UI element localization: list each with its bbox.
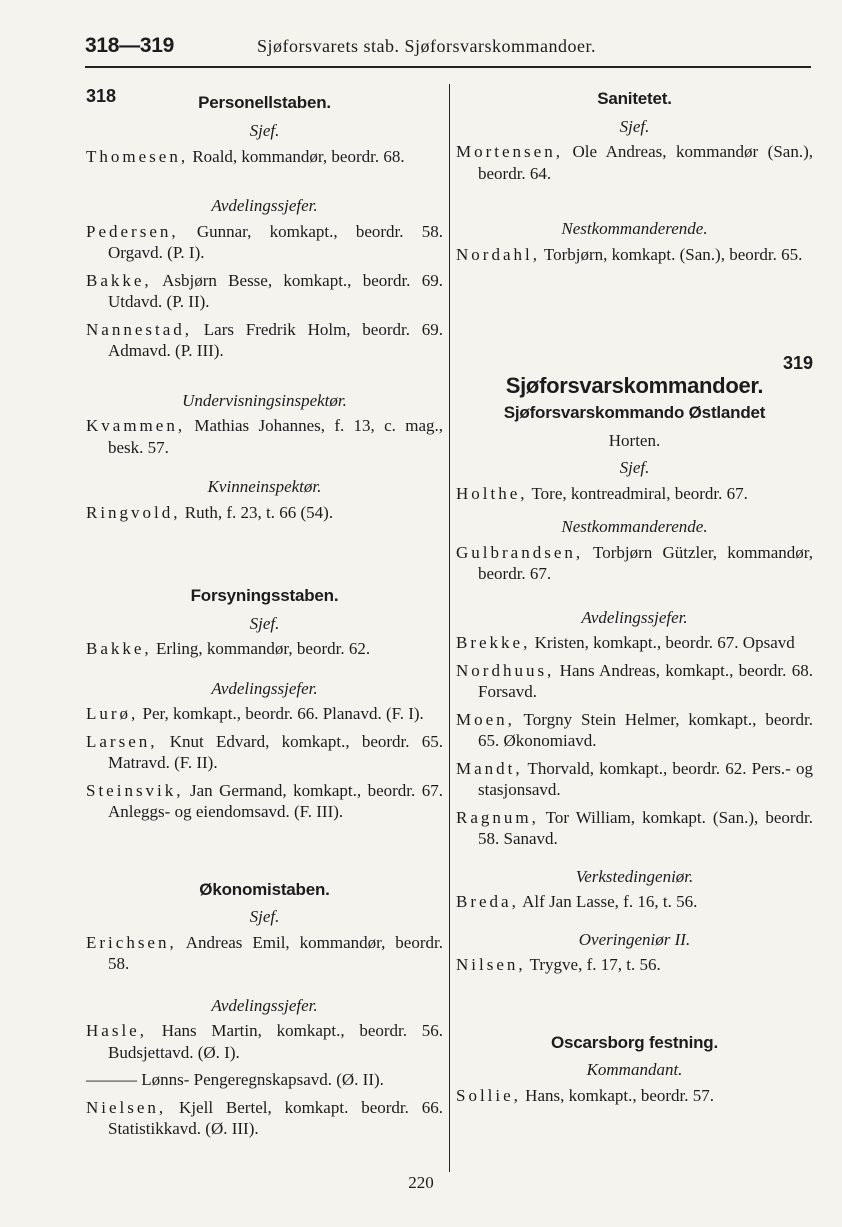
entry-text: Erling, kommandør, beordr. 62. xyxy=(151,639,371,658)
left-column xyxy=(86,84,443,1146)
entry-name: Breda, xyxy=(456,892,519,911)
kvinne-label: Kvinneinspektør. xyxy=(207,477,322,496)
entry-name: Nordhuus, xyxy=(456,660,555,680)
entry-text: Asbjørn Besse, komkapt., beordr. 69. Utdavd. (P. II). xyxy=(108,270,443,311)
entry-holthe xyxy=(456,483,813,505)
page-footer-number: 220 xyxy=(408,1173,434,1192)
column-divider xyxy=(449,84,450,1172)
right-column xyxy=(456,84,813,1112)
forsyning-avd-label: Avdelingssjefer. xyxy=(211,678,318,698)
entry-nordahl xyxy=(456,244,813,266)
page-numbers: 318—319 xyxy=(85,34,174,57)
oscarsborg-heading: Oscarsborg festning. xyxy=(551,1032,718,1052)
entry-name: Hasle, xyxy=(86,1021,147,1040)
entry-name: Kvammen, xyxy=(86,416,186,435)
entry-name: ——— xyxy=(86,1070,137,1089)
entry-pedersen xyxy=(86,221,443,264)
okonomi-sjef-label: Sjef. xyxy=(249,907,280,926)
entry-text: Torgny Stein Helmer, komkapt., beordr. 65. Økonomiavd. xyxy=(478,709,813,750)
entry-name: Larsen, xyxy=(86,731,158,751)
ostlandet-place: Horten. xyxy=(608,430,661,450)
entry-name: Sollie, xyxy=(456,1085,521,1105)
sanitet-heading: Sanitetet. xyxy=(597,89,672,108)
entry-name: Gulbrandsen, xyxy=(456,542,584,562)
entry-text: Per, komkapt., beordr. 66. Planavd. (F. I). xyxy=(138,704,424,723)
entry-name: Bakke, xyxy=(86,639,152,658)
verksted-label: Verkstedingeniør. xyxy=(575,866,694,886)
entry-text: Torbjørn Gützler, kommandør, beordr. 67. xyxy=(478,542,813,583)
entry-name: Holthe, xyxy=(456,483,528,503)
entry-nielsen-kjell xyxy=(86,1097,443,1140)
entry-text: Hans Martin, komkapt., beordr. 56. Budsjettavd. (Ø. I). xyxy=(108,1021,443,1062)
entry-name: Brekke, xyxy=(456,633,531,652)
overing-label: Overingeniør II. xyxy=(578,929,691,949)
entry-mortensen xyxy=(456,141,813,184)
undervisning-label: Undervisningsinspektør. xyxy=(182,390,347,410)
entry-name: Bakke, xyxy=(86,270,152,290)
okonomi-heading: Økonomistaben. xyxy=(199,879,330,899)
personell-avd-label: Avdelingssjefer. xyxy=(211,196,318,215)
entry-text: Trygve, f. 17, t. 56. xyxy=(525,955,661,974)
entry-name: Nordahl, xyxy=(456,244,540,264)
entry-larsen xyxy=(86,731,443,774)
ostlandet-avd-label: Avdelingssjefer. xyxy=(581,607,688,627)
entry-nannestad xyxy=(86,319,443,362)
ostlandet-nest-label: Nestkommanderende. xyxy=(561,517,708,536)
personell-heading: Personellstaben. xyxy=(198,93,331,112)
entry-name: Ragnum, xyxy=(456,807,539,827)
section-number-318: 318 xyxy=(86,86,117,106)
entry-mandt xyxy=(456,758,813,801)
entry-name: Ringvold, xyxy=(86,502,181,522)
entry-text: Jan Germand, komkapt., beordr. 67. Anleggs- og eiendomsavd. (F. III). xyxy=(108,780,443,821)
sanitet-nest-label: Nestkommanderende. xyxy=(561,219,708,238)
entry-text: Torbjørn, komkapt. (San.), beordr. 65. xyxy=(539,244,803,264)
entry-name: Steinsvik, xyxy=(86,780,184,800)
entry-name: Mortensen, xyxy=(456,142,563,161)
entry-name: Lurø, xyxy=(86,704,139,723)
entry-text: Kjell Bertel, komkapt. beordr. 66. Statistikkavd. (Ø. III). xyxy=(108,1097,443,1138)
entry-name: Nannestad, xyxy=(86,319,193,339)
ostlandet-sjef-label: Sjef. xyxy=(619,458,650,477)
entry-text: Hans, komkapt., beordr. 57. xyxy=(520,1085,715,1105)
ostlandet-heading: Sjøforsvarskommando Østlandet xyxy=(503,403,766,422)
section-number-319: 319 xyxy=(782,353,813,373)
forsyning-heading: Forsyningsstaben. xyxy=(190,586,339,605)
entry-text: Mathias Johannes, f. 13, c. mag., besk. 57. xyxy=(108,416,443,457)
entry-gulbrandsen xyxy=(456,542,813,585)
section-318-row xyxy=(86,84,443,110)
entry-name: Moen, xyxy=(456,709,515,729)
entry-breda xyxy=(456,891,813,913)
entry-text: Ruth, f. 23, t. 66 (54). xyxy=(180,502,334,522)
okonomi-avd-label: Avdelingssjefer. xyxy=(211,995,318,1015)
running-title: Sjøforsvarets stab. Sjøforsvarskommandoer. xyxy=(257,36,596,56)
entry-thomesen xyxy=(86,146,443,168)
entry-nordhuus xyxy=(456,660,813,703)
entry-name: Erichsen, xyxy=(86,932,177,952)
entry-text: Hans Andreas, komkapt., beordr. 68. Forsavd. xyxy=(478,660,813,701)
entry-ringvold xyxy=(86,502,443,524)
entry-brekke xyxy=(456,632,813,654)
oscarsborg-label: Kommandant. xyxy=(586,1060,683,1079)
entry-name: Nielsen, xyxy=(86,1097,167,1117)
entry-text: Kristen, komkapt., beordr. 67. Opsavd xyxy=(530,633,795,652)
entry-sollie xyxy=(456,1085,813,1107)
entry-lonns xyxy=(86,1069,443,1091)
entry-steinsvik xyxy=(86,780,443,823)
section-319-row xyxy=(456,353,813,375)
sanitet-sjef-label: Sjef. xyxy=(619,116,650,136)
header-rule xyxy=(85,66,811,68)
entry-moen xyxy=(456,709,813,752)
entry-hasle xyxy=(86,1020,443,1063)
entry-name: Nilsen, xyxy=(456,955,526,974)
entry-text: Roald, kommandør, beordr. 68. xyxy=(188,146,405,166)
entry-text: Knut Edvard, komkapt., beordr. 65. Matravd. (F. II). xyxy=(108,731,443,772)
entry-erichsen xyxy=(86,932,443,975)
personell-sjef-label: Sjef. xyxy=(249,121,280,140)
entry-text: Alf Jan Lasse, f. 16, t. 56. xyxy=(518,892,698,911)
entry-text: Tor William, komkapt. (San.), beordr. 58. Sanavd. xyxy=(478,807,813,848)
entry-kvammen xyxy=(86,415,443,458)
entry-name: Mandt, xyxy=(456,758,523,778)
sjoforsvarskommandoer-heading: Sjøforsvarskommandoer. xyxy=(505,372,764,398)
entry-luro xyxy=(86,703,443,725)
entry-ragnum xyxy=(456,807,813,850)
entry-bakke-erling xyxy=(86,638,443,660)
entry-text: Andreas Emil, kommandør, beordr. 58. xyxy=(108,932,443,973)
entry-nilsen-trygve xyxy=(456,954,813,976)
entry-text: Thorvald, komkapt., beordr. 62. Pers.- og stasjonsavd. xyxy=(478,758,813,799)
forsyning-sjef-label: Sjef. xyxy=(249,613,280,633)
running-header xyxy=(85,32,811,62)
entry-text: Ole Andreas, kommandør (San.), beordr. 64. xyxy=(478,142,813,183)
entry-text: Lars Fredrik Holm, beordr. 69. Admavd. (P. III). xyxy=(108,319,443,360)
entry-text: Tore, kontreadmiral, beordr. 67. xyxy=(527,483,748,503)
entry-bakke-asbjorn xyxy=(86,270,443,313)
entry-name: Thomesen, xyxy=(86,146,189,166)
entry-text: Lønns- Pengeregnskapsavd. (Ø. II). xyxy=(137,1070,384,1089)
entry-text: Gunnar, komkapt., beordr. 58. Orgavd. (P. I). xyxy=(108,221,443,262)
entry-name: Pedersen, xyxy=(86,221,179,241)
